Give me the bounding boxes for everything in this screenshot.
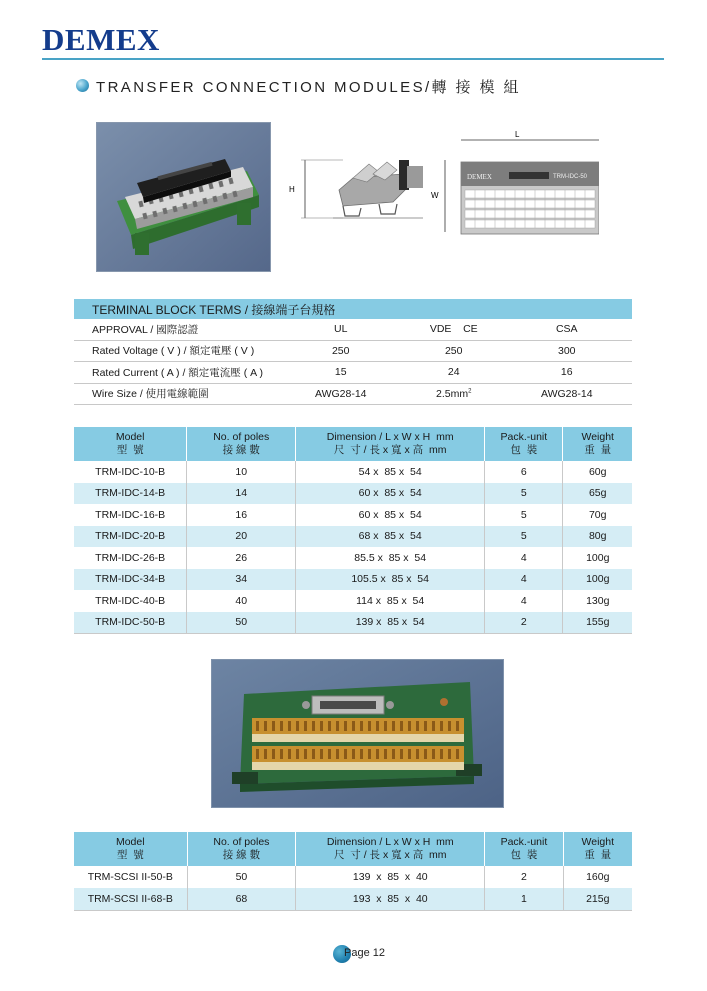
terms-cell: 24 [406, 362, 502, 384]
col-label-zh: 重 量 [584, 444, 612, 456]
header-rule [42, 58, 664, 60]
col-label: No. of poles [213, 836, 270, 848]
terms-label: APPROVAL / 國際認證 [74, 319, 276, 340]
cell-model: TRM-IDC-34-B [74, 569, 187, 591]
table-row [74, 483, 632, 505]
terms-cell-wire-size [406, 383, 502, 405]
table-row [74, 526, 632, 548]
cell-dim: 114 x 85 x 54 [296, 590, 485, 612]
cell-weight: 100g [586, 551, 610, 564]
cell-poles: 50 [187, 866, 296, 888]
cell-pack: 1 [485, 888, 563, 911]
terms-label: Rated Current ( A ) / 額定電流壓 ( A ) [74, 362, 276, 384]
cell-pack: 5 [485, 526, 563, 548]
terms-row-voltage [74, 340, 632, 362]
col-label: No. of poles [213, 431, 270, 443]
idc-module-illustration [97, 123, 270, 271]
cell-dim: 85.5 x 85 x 54 [296, 547, 485, 569]
cell-poles: 40 [187, 590, 296, 612]
terms-cell-value: 2.5mm [436, 387, 469, 400]
cell-dim: 60 x 85 x 54 [296, 504, 485, 526]
cell-poles: 50 [187, 612, 296, 634]
terms-cell: UL [276, 319, 406, 340]
cell-poles: 34 [187, 569, 296, 591]
terms-label: Wire Size / 使用電線範圍 [74, 383, 276, 405]
col-label: Dimension / L x W x H mm [326, 836, 454, 848]
terms-cell: 250 [406, 340, 502, 362]
cell-weight: 215g [563, 888, 632, 911]
terms-cell: CSA [502, 319, 632, 340]
scsi-table-header [74, 832, 632, 866]
col-label: Dimension / L x W x H mm [326, 431, 454, 443]
col-pack [485, 832, 563, 866]
drawing-panel-brand: DEMEX [467, 173, 492, 181]
col-poles [187, 427, 296, 461]
cell-dim: 139 x 85 x 54 [296, 612, 485, 634]
terms-cell: 300 [502, 340, 632, 362]
table-row [74, 461, 632, 483]
table-row [74, 569, 632, 591]
scsi-models-table [74, 832, 632, 911]
cell-model: TRM-IDC-10-B [74, 461, 187, 483]
cell-pack: 4 [485, 547, 563, 569]
idc-models-table [74, 427, 632, 634]
col-label: Model [115, 836, 145, 848]
col-model [74, 427, 187, 461]
col-label-zh: 重 量 [584, 849, 612, 861]
cell-poles: 16 [187, 504, 296, 526]
col-label: Pack.-unit [500, 431, 548, 443]
table-row [74, 504, 632, 526]
col-weight [563, 832, 632, 866]
terms-cell: 15 [276, 362, 406, 384]
cell-dim: 68 x 85 x 54 [296, 526, 485, 548]
cell-model: TRM-IDC-14-B [74, 483, 187, 505]
page-number: Page 12 [344, 947, 385, 959]
terms-row-approval [74, 319, 632, 340]
terminal-block-terms-table [74, 299, 632, 405]
cell-dim: 60 x 85 x 54 [296, 483, 485, 505]
cell-pack: 5 [485, 483, 563, 505]
cell-dim: 139 x 85 x 40 [296, 866, 485, 888]
scsi-module-photo [211, 659, 504, 808]
terms-row-wire-size [74, 383, 632, 405]
col-model [74, 832, 187, 866]
col-label: Model [115, 431, 145, 443]
col-label-zh: 包 裝 [510, 849, 538, 861]
cell-weight: 160g [586, 871, 610, 883]
table-row [74, 888, 632, 911]
col-dimension [296, 832, 485, 866]
cell-weight: 65g [563, 483, 632, 505]
cell-model: TRM-IDC-20-B [74, 526, 187, 548]
col-pack [485, 427, 563, 461]
cell-pack: 2 [485, 612, 563, 634]
cell-poles: 68 [187, 888, 296, 911]
col-label-zh: 型 號 [116, 849, 144, 861]
cell-poles: 26 [187, 547, 296, 569]
col-label-zh: 型 號 [116, 444, 144, 456]
terms-cell: AWG28-14 [502, 383, 632, 405]
cell-model: TRM-IDC-40-B [74, 590, 187, 612]
cell-poles: 14 [187, 483, 296, 505]
cell-weight: 70g [588, 508, 607, 521]
table-row [74, 547, 632, 569]
idc-module-photo [96, 122, 271, 272]
col-label: Weight [581, 431, 614, 443]
col-label-zh: 包 裝 [510, 444, 538, 456]
col-label-zh: 尺 寸 / 長 x 寬 x 高 mm [333, 849, 447, 861]
col-label: Pack.-unit [500, 836, 548, 848]
section-bullet-icon [76, 79, 89, 92]
cell-pack: 4 [485, 590, 563, 612]
cell-weight: 130g [586, 594, 610, 607]
col-label-zh: 接 線 數 [222, 444, 260, 456]
cell-dim: 193 x 85 x 40 [296, 888, 485, 911]
superscript: 2 [468, 388, 472, 395]
drawing-label-w: W [431, 191, 439, 200]
terms-cell: 16 [502, 362, 632, 384]
cell-pack: 6 [485, 461, 563, 483]
table-row [74, 866, 632, 888]
terms-cell: VDE CE [406, 319, 502, 340]
cell-dim: 54 x 85 x 54 [296, 461, 485, 483]
cell-poles: 10 [187, 461, 296, 483]
cell-weight: 155g [563, 612, 632, 634]
cell-model: TRM-IDC-50-B [74, 612, 187, 634]
scsi-module-illustration [212, 660, 503, 807]
terms-cell: AWG28-14 [276, 383, 406, 405]
terms-label: Rated Voltage ( V ) / 額定電壓 ( V ) [74, 340, 276, 362]
col-label-zh: 尺 寸 / 長 x 寬 x 高 mm [333, 444, 447, 456]
cell-model: TRM-SCSI II-50-B [74, 866, 187, 888]
cell-weight: 80g [563, 526, 632, 548]
cell-weight: 60g [588, 465, 607, 478]
col-label: Weight [581, 836, 615, 848]
cell-pack: 5 [485, 504, 563, 526]
col-dimension [296, 427, 485, 461]
cell-weight: 100g [563, 569, 632, 591]
table-row [74, 612, 632, 634]
terms-cell: 250 [276, 340, 406, 362]
col-poles [187, 832, 296, 866]
terms-row-current [74, 362, 632, 384]
cell-model: TRM-IDC-16-B [74, 504, 187, 526]
brand-logo: DEMEX [42, 22, 160, 57]
cell-pack: 2 [485, 866, 563, 888]
dimension-drawing [283, 128, 599, 240]
drawing-panel-model: TRM-IDC-50 [553, 174, 587, 180]
terms-title: TERMINAL BLOCK TERMS / 接線端子台規格 [74, 299, 632, 319]
cell-pack: 4 [485, 569, 563, 591]
drawing-label-l: L [515, 130, 520, 139]
col-weight [563, 427, 632, 461]
idc-table-header [74, 427, 632, 461]
drawing-label-h: H [289, 185, 295, 194]
cell-model: TRM-SCSI II-68-B [74, 888, 187, 911]
cell-poles: 20 [187, 526, 296, 548]
cell-model: TRM-IDC-26-B [74, 547, 187, 569]
col-label-zh: 接 線 數 [222, 849, 261, 861]
section-title: TRANSFER CONNECTION MODULES/轉 接 模 組 [96, 79, 521, 96]
table-row [74, 590, 632, 612]
cell-dim: 105.5 x 85 x 54 [296, 569, 485, 591]
